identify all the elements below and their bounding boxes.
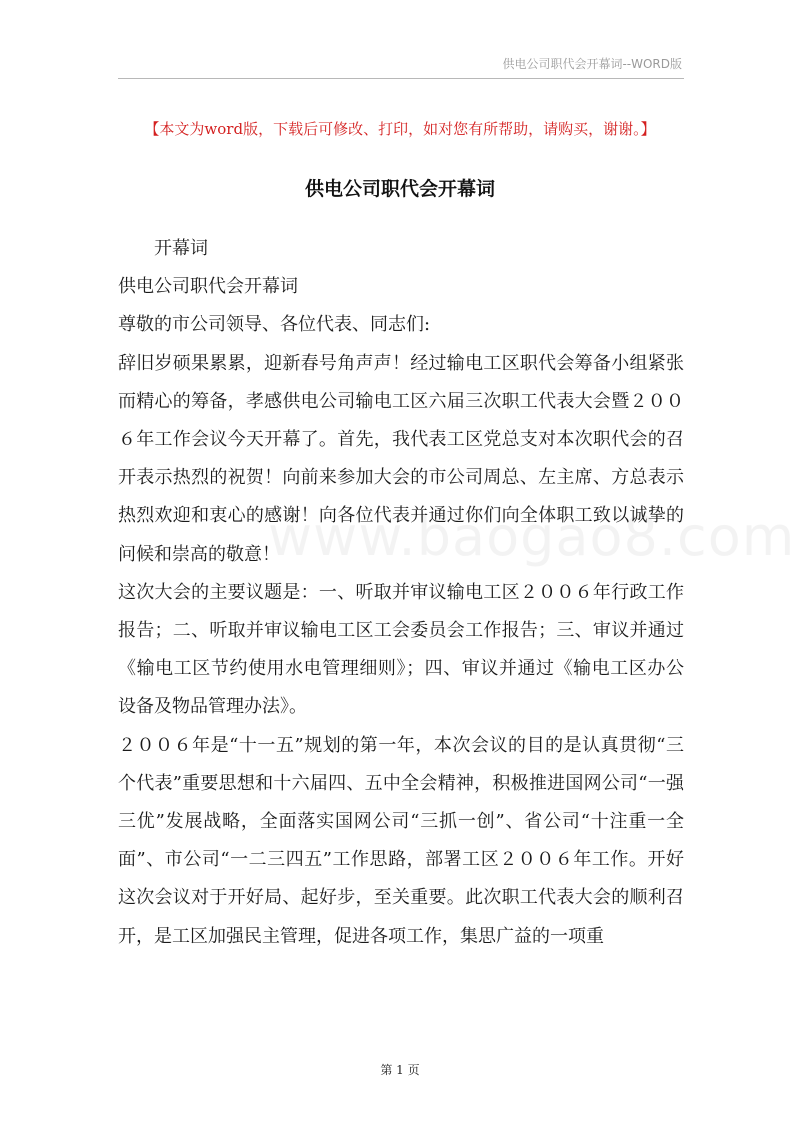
header-divider [118, 78, 684, 79]
paragraph-heading: 开幕词 [154, 238, 208, 259]
paragraph-opening: 辞旧岁硕果累累，迎新春号角声声！经过输电工区职代会筹备小组紧张而精心的筹备，孝感供电公司输电工区六届三次职工代表大会暨２００６年工作会议今天开幕了。首先，我代表工区党总支对本次职代会的召开表示热烈的祝贺！向前来参加大会的市公司周总、左主席、方总表示热烈欢迎和衷心的感谢！向各位代表并通过你们向全体职工致以诚挚的问候和崇高的敬意！ [118, 352, 684, 565]
paragraph-purpose: ２００６年是“十一五”规划的第一年，本次会议的目的是认真贯彻“三个代表”重要思想和十六届四、五中全会精神，积极推进国网公司“一强三优”发展战略，全面落实国网公司“三抓一创”、省公司“十注重一全面”、市公司“一二三四五”工作思路，部署工区２００６年工作。开好这次会议对于开好局、起好步，至关重要。此次职工代表大会的顺利召开，是工区加强民主管理，促进各项工作，集思广益的一项重 [118, 734, 684, 947]
document-title: 供电公司职代会开幕词 [304, 178, 495, 200]
document-body [118, 230, 684, 956]
paragraph-salutation: 尊敬的市公司领导、各位代表、同志们: [118, 314, 431, 336]
page-number: 第 1 页 [380, 1063, 420, 1077]
purchase-notice: 【本文为word版，下载后可修改、打印，如对您有所帮助，请购买，谢谢。】 [144, 120, 656, 138]
paragraph-subtitle: 供电公司职代会开幕词 [118, 276, 298, 298]
paragraph-agenda: 这次大会的主要议题是：一、听取并审议输电工区２００６年行政工作报告；二、听取并审议输电工区工会委员会工作报告；三、审议并通过《输电工区节约使用水电管理细则》；四、审议并通过《输电工区办公设备及物品管理办法》。 [118, 581, 684, 718]
page-header: 供电公司职代会开幕词--WORD版 [502, 57, 682, 71]
